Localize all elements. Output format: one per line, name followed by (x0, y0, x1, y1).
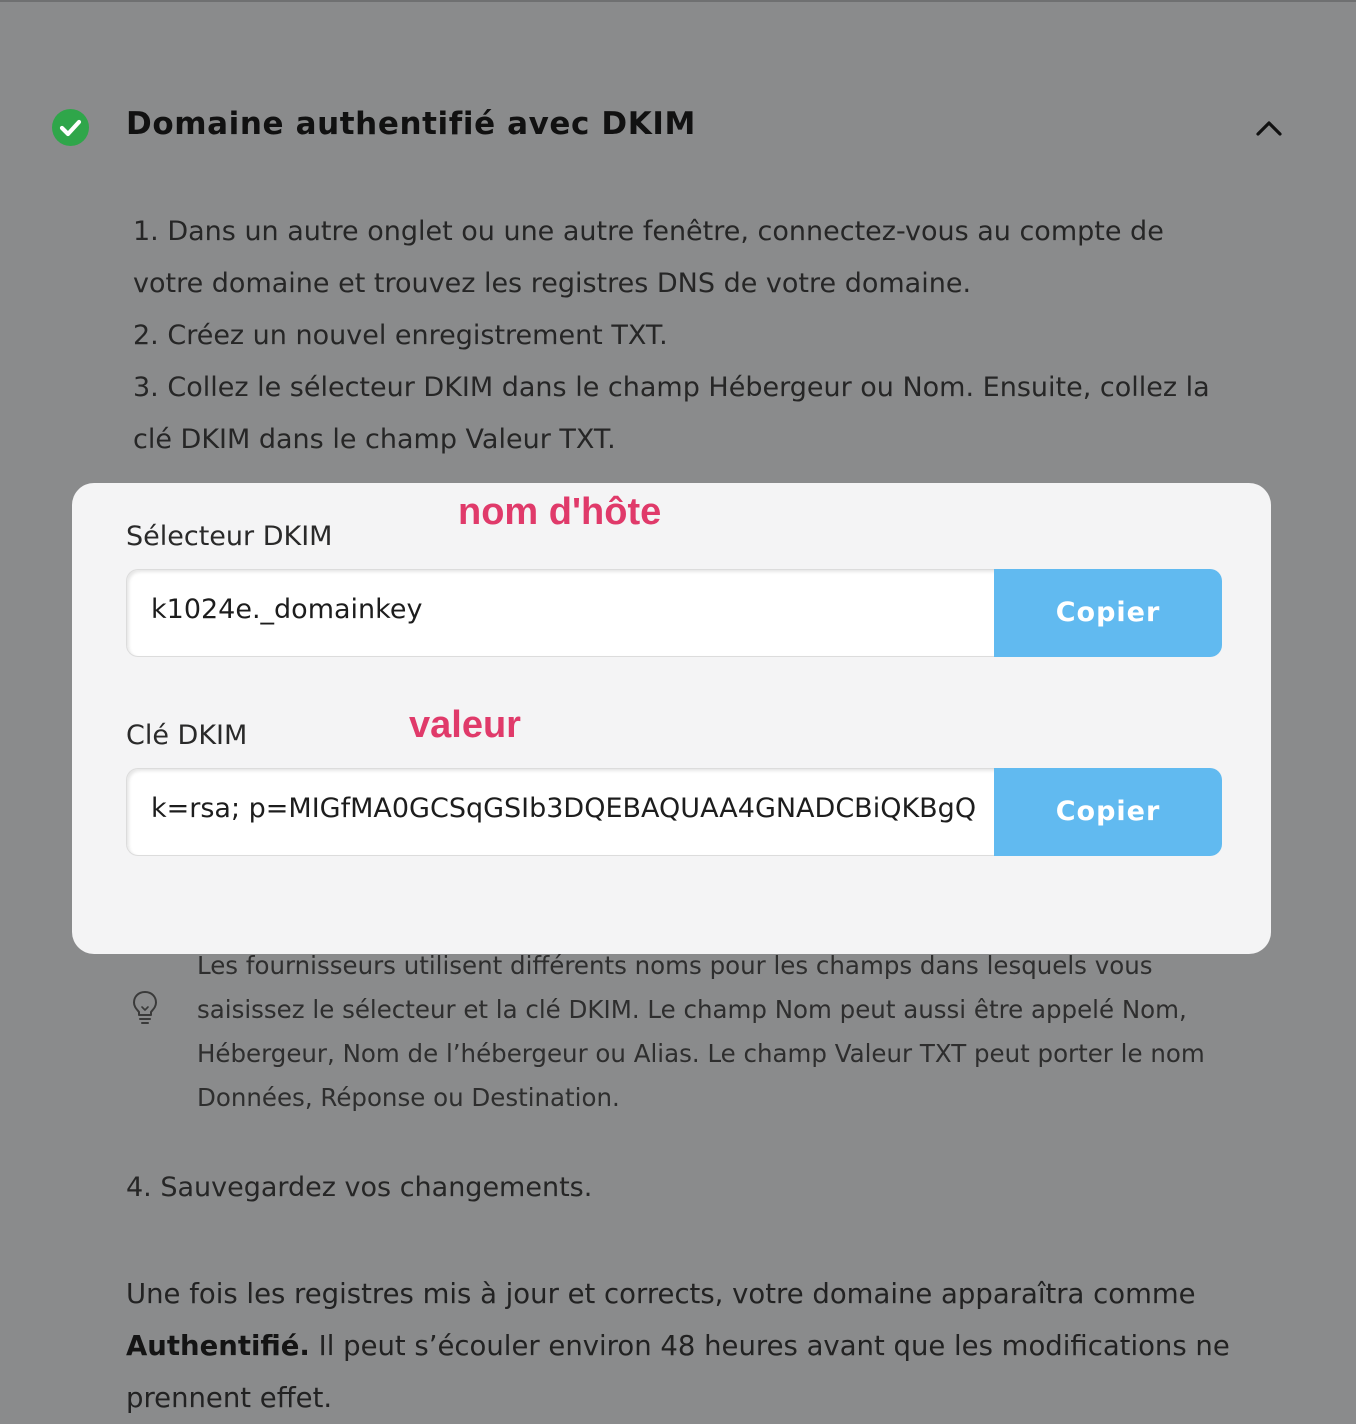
instruction-steps (133, 206, 1223, 466)
tip-text: Les fournisseurs utilisent différents noms pour les champs dans lesquels vous saisissez le sélecteur et la clé DKIM. Le champ Nom peut aussi être appelé Nom, Hébergeur, Nom de l’hébergeur ou Alias. Le champ Valeur TXT peut porter le nom Données, Réponse ou Destination. (197, 951, 1205, 1112)
key-annotation: valeur (409, 704, 521, 746)
dkim-record-card (72, 483, 1271, 954)
selector-label: Sélecteur DKIM (126, 521, 333, 552)
selector-input[interactable] (126, 569, 1004, 657)
section-header[interactable] (0, 96, 1356, 158)
instruction-step-1: 1. Dans un autre onglet ou une autre fenêtre, connectez-vous au compte de votre domaine et trouvez les registres DNS de votre domaine. (133, 216, 1164, 299)
copy-selector-button[interactable]: Copier (994, 569, 1222, 657)
authenticated-status: Authentifié. (126, 1330, 310, 1362)
instruction-step-3: 3. Collez le sélecteur DKIM dans le champ Hébergeur ou Nom. Ensuite, collez la clé DKIM dans le champ Valeur TXT. (133, 372, 1210, 455)
section-title: Domaine authentifié avec DKIM (126, 106, 696, 142)
instruction-step-4: 4. Sauvegardez vos changements. (126, 1172, 593, 1203)
final-note-line1: Une fois les registres mis à jour et corrects, votre domaine apparaîtra comme (126, 1278, 1196, 1310)
key-input[interactable] (126, 768, 1004, 856)
lightbulb-icon (131, 990, 159, 1026)
copy-key-button[interactable]: Copier (994, 768, 1222, 856)
selector-value: k1024e._domainkey (151, 594, 423, 625)
top-divider (0, 0, 1356, 2)
final-note-line2: Il peut s’écouler environ 48 heures avant que les modifications ne prennent effet. (126, 1330, 1230, 1414)
chevron-up-icon[interactable] (1252, 113, 1286, 143)
final-note (126, 1268, 1236, 1424)
key-value: k=rsa; p=MIGfMA0GCSqGSIb3DQEBAQUAA4GNADCBiQKBgQ (151, 793, 977, 824)
check-circle-icon (52, 109, 89, 146)
instruction-step-2: 2. Créez un nouvel enregistrement TXT. (133, 320, 668, 351)
key-field-group (126, 768, 1222, 856)
selector-annotation: nom d'hôte (458, 491, 662, 533)
selector-field-group (126, 569, 1222, 657)
key-label: Clé DKIM (126, 720, 248, 751)
